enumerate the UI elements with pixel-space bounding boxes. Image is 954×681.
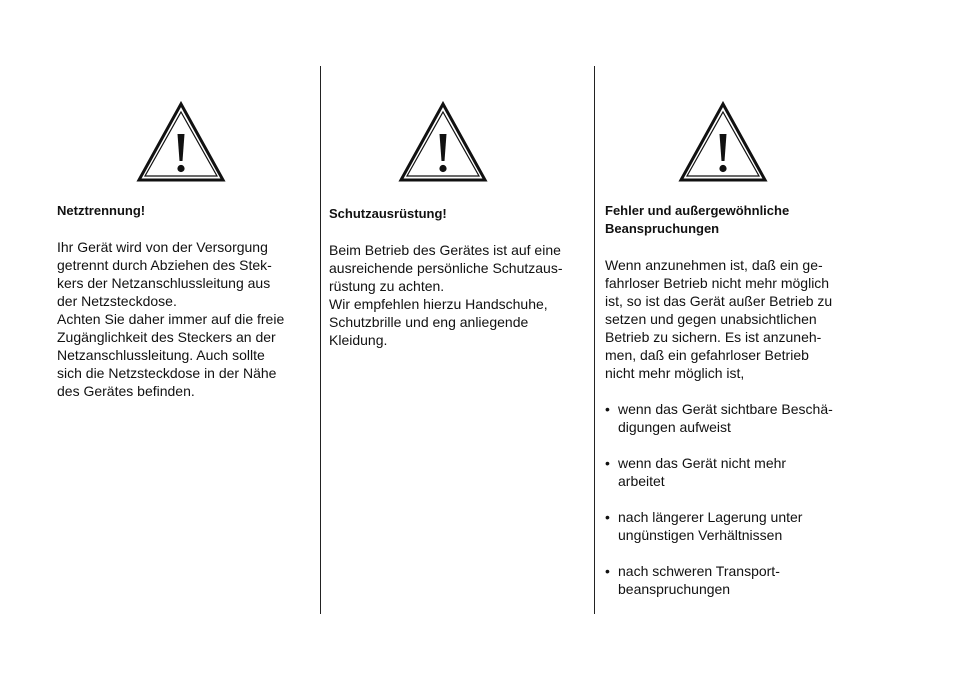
bullet-item	[605, 562, 865, 598]
bullet-icon: •	[605, 455, 610, 471]
bullet-line: nach schweren Transport-	[618, 563, 780, 579]
body-line: men, daß ein gefahrloser Betrieb	[605, 347, 809, 363]
body-line: Beim Betrieb des Gerätes ist auf eine	[329, 242, 561, 258]
bullet-line: nach längerer Lagerung unter	[618, 509, 803, 525]
bullet-item	[605, 454, 865, 490]
body-line: Betrieb zu sichern. Es ist anzuneh-	[605, 329, 822, 345]
bullet-line: ungünstigen Verhältnissen	[618, 527, 783, 543]
warning-triangle-icon	[398, 101, 488, 183]
body-line: Kleidung.	[329, 332, 388, 348]
body-line: sich die Netzsteckdose in der Nähe	[57, 365, 277, 381]
section-heading: Beanspruchungen	[605, 221, 720, 236]
body-line: getrennt durch Abziehen des Stek-	[57, 257, 272, 273]
column-protective-equipment	[329, 205, 589, 349]
warning-triangle-icon	[678, 101, 768, 183]
bullet-line: wenn das Gerät sichtbare Beschä-	[618, 401, 833, 417]
body-line: nicht mehr möglich ist,	[605, 365, 745, 381]
column-divider-1	[320, 66, 321, 614]
section-heading: Netztrennung!	[57, 203, 146, 218]
body-line: Ihr Gerät wird von der Versorgung	[57, 239, 268, 255]
bullet-line: digungen aufweist	[618, 419, 731, 435]
body-line: des Gerätes befinden.	[57, 383, 195, 399]
body-line: Netzanschlussleitung. Auch sollte	[57, 347, 265, 363]
body-line: Achten Sie daher immer auf die freie	[57, 311, 285, 327]
bullet-item	[605, 508, 865, 544]
bullet-icon: •	[605, 401, 610, 417]
bullet-line: beanspruchungen	[618, 581, 731, 597]
bullet-line: arbeitet	[618, 473, 665, 489]
bullet-item	[605, 400, 865, 436]
column-faults-stress	[605, 202, 865, 598]
body-line: Schutzbrille und eng anliegende	[329, 314, 529, 330]
body-line: Wenn anzunehmen ist, daß ein ge-	[605, 257, 823, 273]
section-heading: Schutzausrüstung!	[329, 206, 447, 221]
body-line: Zugänglichkeit des Steckers an der	[57, 329, 276, 345]
body-line: fahrloser Betrieb nicht mehr möglich	[605, 275, 830, 291]
body-line: ausreichende persönliche Schutzaus-	[329, 260, 563, 276]
bullet-icon: •	[605, 563, 610, 579]
body-line: kers der Netzanschlussleitung aus	[57, 275, 271, 291]
section-heading: Fehler und außergewöhnliche	[605, 203, 790, 218]
warning-triangle-icon	[136, 101, 226, 183]
body-line: Wir empfehlen hierzu Handschuhe,	[329, 296, 548, 312]
body-line: ist, so ist das Gerät außer Betrieb zu	[605, 293, 833, 309]
bullet-icon: •	[605, 509, 610, 525]
column-power-disconnect	[57, 202, 315, 400]
body-line: setzen und gegen unabsichtlichen	[605, 311, 817, 327]
body-line: rüstung zu achten.	[329, 278, 445, 294]
bullet-line: wenn das Gerät nicht mehr	[618, 455, 787, 471]
body-line: der Netzsteckdose.	[57, 293, 177, 309]
column-divider-2	[594, 66, 595, 614]
